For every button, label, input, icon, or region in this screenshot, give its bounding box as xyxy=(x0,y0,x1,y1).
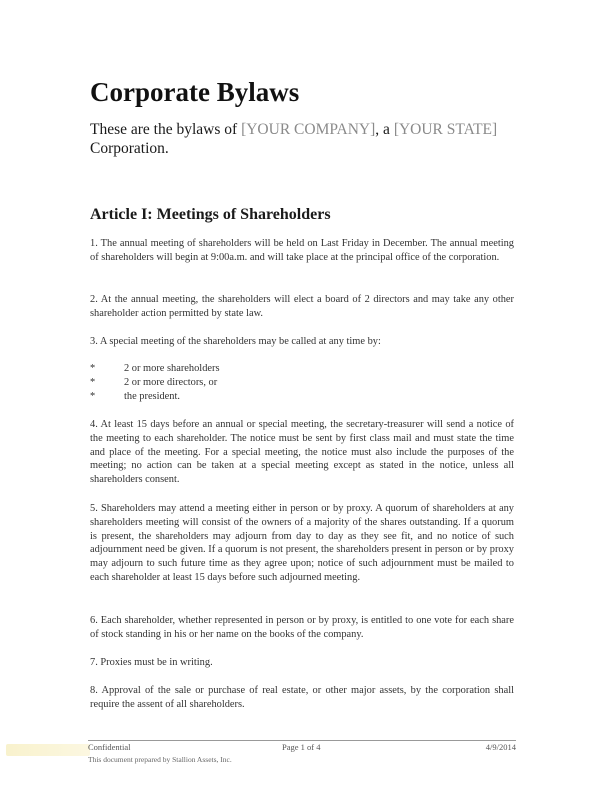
company-placeholder: [YOUR COMPANY] xyxy=(241,121,376,138)
footer-divider xyxy=(88,740,516,741)
watermark-strip xyxy=(6,744,90,756)
bullet-mark: * xyxy=(90,390,96,402)
list-item xyxy=(90,362,220,376)
bullet-mark: * xyxy=(90,363,96,374)
intro-prefix: These are the bylaws of xyxy=(90,121,242,138)
bullet-text: the president. xyxy=(124,390,180,402)
document-title: Corporate Bylaws xyxy=(90,77,300,107)
bullet-text: 2 or more directors, or xyxy=(124,376,218,388)
paragraph-4: 4. At least 15 days before an annual or special meeting, the secretary-treasurer will send a notice of the meeting to each shareholder. The notice must be sent by first class mail and must state the time and place of the meeting. For a special meeting, the notice must also include the purposes of the meeting; no action can be taken at a special meeting except as stated in the notice, unless all shareholders consent. xyxy=(90,419,514,486)
article-heading: Article I: Meetings of Shareholders xyxy=(90,206,331,223)
intro-paragraph xyxy=(90,120,540,158)
paragraph-2: 2. At the annual meeting, the shareholders will elect a board of 2 directors and may take any other shareholder action permitted by state law. xyxy=(90,294,514,319)
footer-confidential: Confidential xyxy=(88,742,131,752)
list-item xyxy=(90,376,220,390)
paragraph-7: 7. Proxies must be in writing. xyxy=(90,657,213,668)
intro-middle: , a xyxy=(375,121,394,138)
paragraph-6: 6. Each shareholder, whether represented in person or by proxy, is entitled to one vote for each share of stock standing in his or her name on the books of the company. xyxy=(90,615,514,640)
intro-suffix: Corporation. xyxy=(90,140,169,157)
paragraph-1: 1. The annual meeting of shareholders will be held on Last Friday in December. The annual meeting of shareholders will begin at 9:00a.m. and will take place at the principal office of the corporation. xyxy=(90,238,514,263)
paragraph-8: 8. Approval of the sale or purchase of real estate, or other major assets, by the corporation shall require the assent of all shareholders. xyxy=(90,685,514,710)
footer-preparer-note: This document prepared by Stallion Assets, Inc. xyxy=(88,755,232,764)
bullet-mark: * xyxy=(90,376,96,388)
paragraph-3: 3. A special meeting of the shareholders may be called at any time by: xyxy=(90,336,381,347)
paragraph-5: 5. Shareholders may attend a meeting either in person or by proxy. A quorum of shareholders at any shareholders meeting will consist of the owners of a majority of the shares outstanding. If a quorum is present, the shareholders may adjourn from day to day as they see fit, and no notice of such adjournment need be given. If a quorum is not present, the shareholders present in person or by proxy may adjourn to such future time as they agree upon; notice of such adjournment must be mailed to each shareholder at least 15 days before such adjourned meeting. xyxy=(90,503,514,583)
footer-page-number: Page 1 of 4 xyxy=(282,742,321,752)
bullet-text: 2 or more shareholders xyxy=(124,363,220,374)
state-placeholder: [YOUR STATE] xyxy=(393,121,498,138)
list-item xyxy=(90,390,220,404)
bullet-list xyxy=(90,362,220,403)
footer-date: 4/9/2014 xyxy=(485,742,516,752)
